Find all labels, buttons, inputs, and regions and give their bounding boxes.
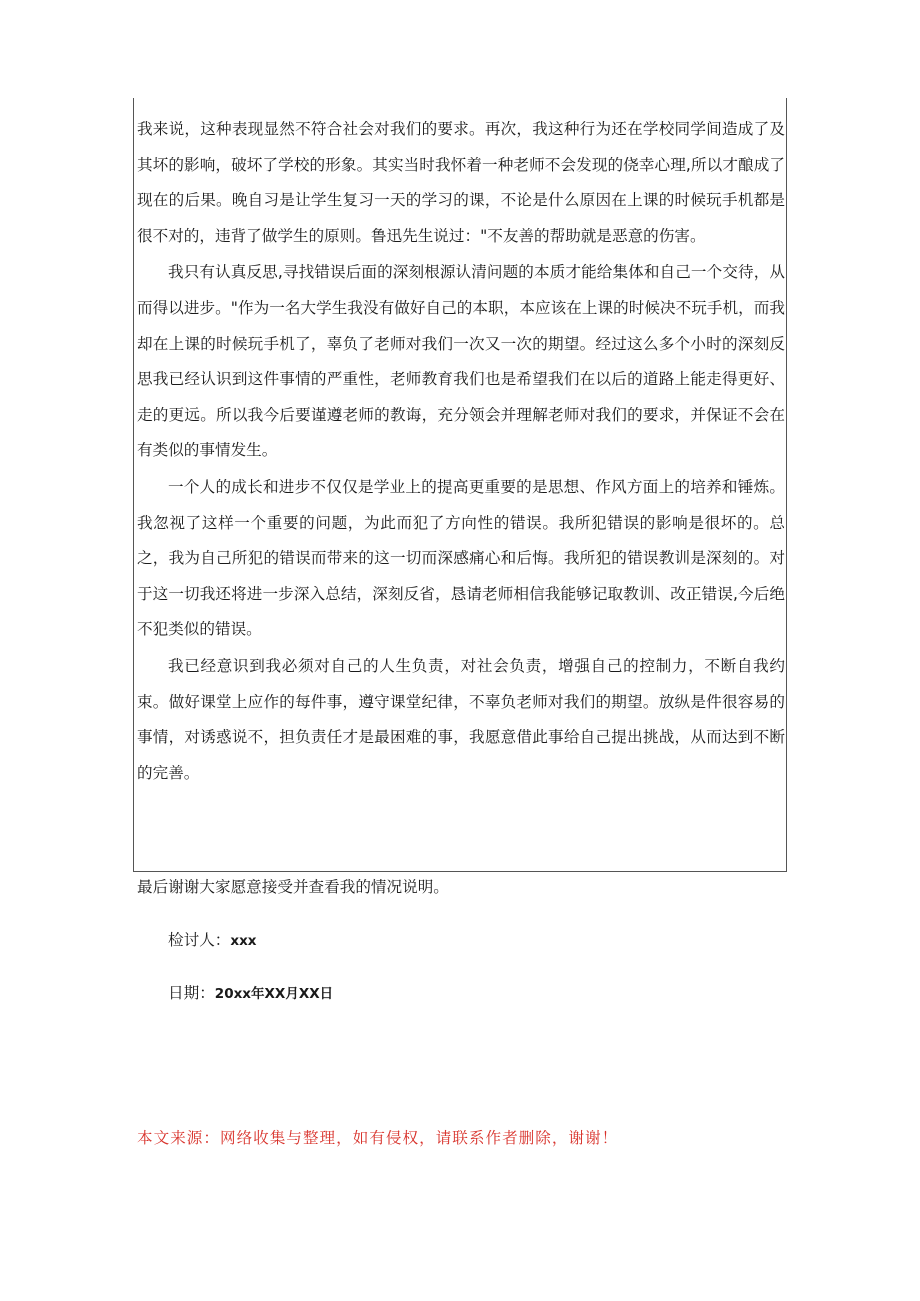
date-line — [168, 984, 333, 1003]
paragraph-1: 我来说，这种表现显然不符合社会对我们的要求。再次，我这种行为还在学校同学间造成了及其坏的影响，破坏了学校的形象。其实当时我怀着一种老师不会发现的侥幸心理,所以才酿成了现在的后果。晚自习是让学生复习一天的学习的课，不论是什么原因在上课的时候玩手机都是很不对的，违背了做学生的原则。鲁迅先生说过："不友善的帮助就是恶意的伤害。 — [137, 120, 785, 245]
body-text — [137, 112, 785, 792]
paragraph-3: 一个人的成长和进步不仅仅是学业上的提高更重要的是思想、作风方面上的培养和锤炼。我忽视了这样一个重要的问题，为此而犯了方向性的错误。我所犯错误的影响是很坏的。总之，我为自己所犯的错误而带来的这一切而深感痛心和后悔。我所犯的错误教训是深刻的。对于这一切我还将进一步深入总结，深刻反省，恳请老师相信我能够记取教训、改正错误,今后绝不犯类似的错误。 — [137, 477, 785, 639]
reviewer-line — [168, 931, 257, 950]
closing-line: 最后谢谢大家愿意接受并查看我的情况说明。 — [137, 878, 449, 896]
reviewer-value: xxx — [230, 933, 257, 949]
reviewer-label: 检讨人： — [168, 931, 231, 949]
date-label: 日期： — [168, 984, 215, 1002]
paragraph-2: 我只有认真反思,寻找错误后面的深刻根源认清问题的本质才能给集体和自己一个交待，从而得以进步。"作为一名大学生我没有做好自己的本职，本应该在上课的时候决不玩手机，而我却在上课的时候玩手机了，辜负了老师对我们一次又一次的期望。经过这么多个小时的深刻反思我已经认识到这件事情的严重性，老师教育我们也是希望我们在以后的道路上能走得更好、走的更远。所以我今后要谨遵老师的教诲，充分领会并理解老师对我们的要求，并保证不会在有类似的事情发生。 — [137, 263, 785, 460]
date-value: 20xx年XX月XX日 — [214, 986, 334, 1002]
paragraph-4: 我已经意识到我必须对自己的人生负责，对社会负责，增强自己的控制力，不断自我约束。做好课堂上应作的每件事，遵守课堂纪律，不辜负老师对我们的期望。放纵是件很容易的事情，对诱惑说不，担负责任才是最困难的事，我愿意借此事给自己提出挑战，从而达到不断的完善。 — [137, 656, 785, 782]
source-note: 本文来源：网络收集与整理，如有侵权，请联系作者删除，谢谢！ — [137, 1129, 619, 1147]
